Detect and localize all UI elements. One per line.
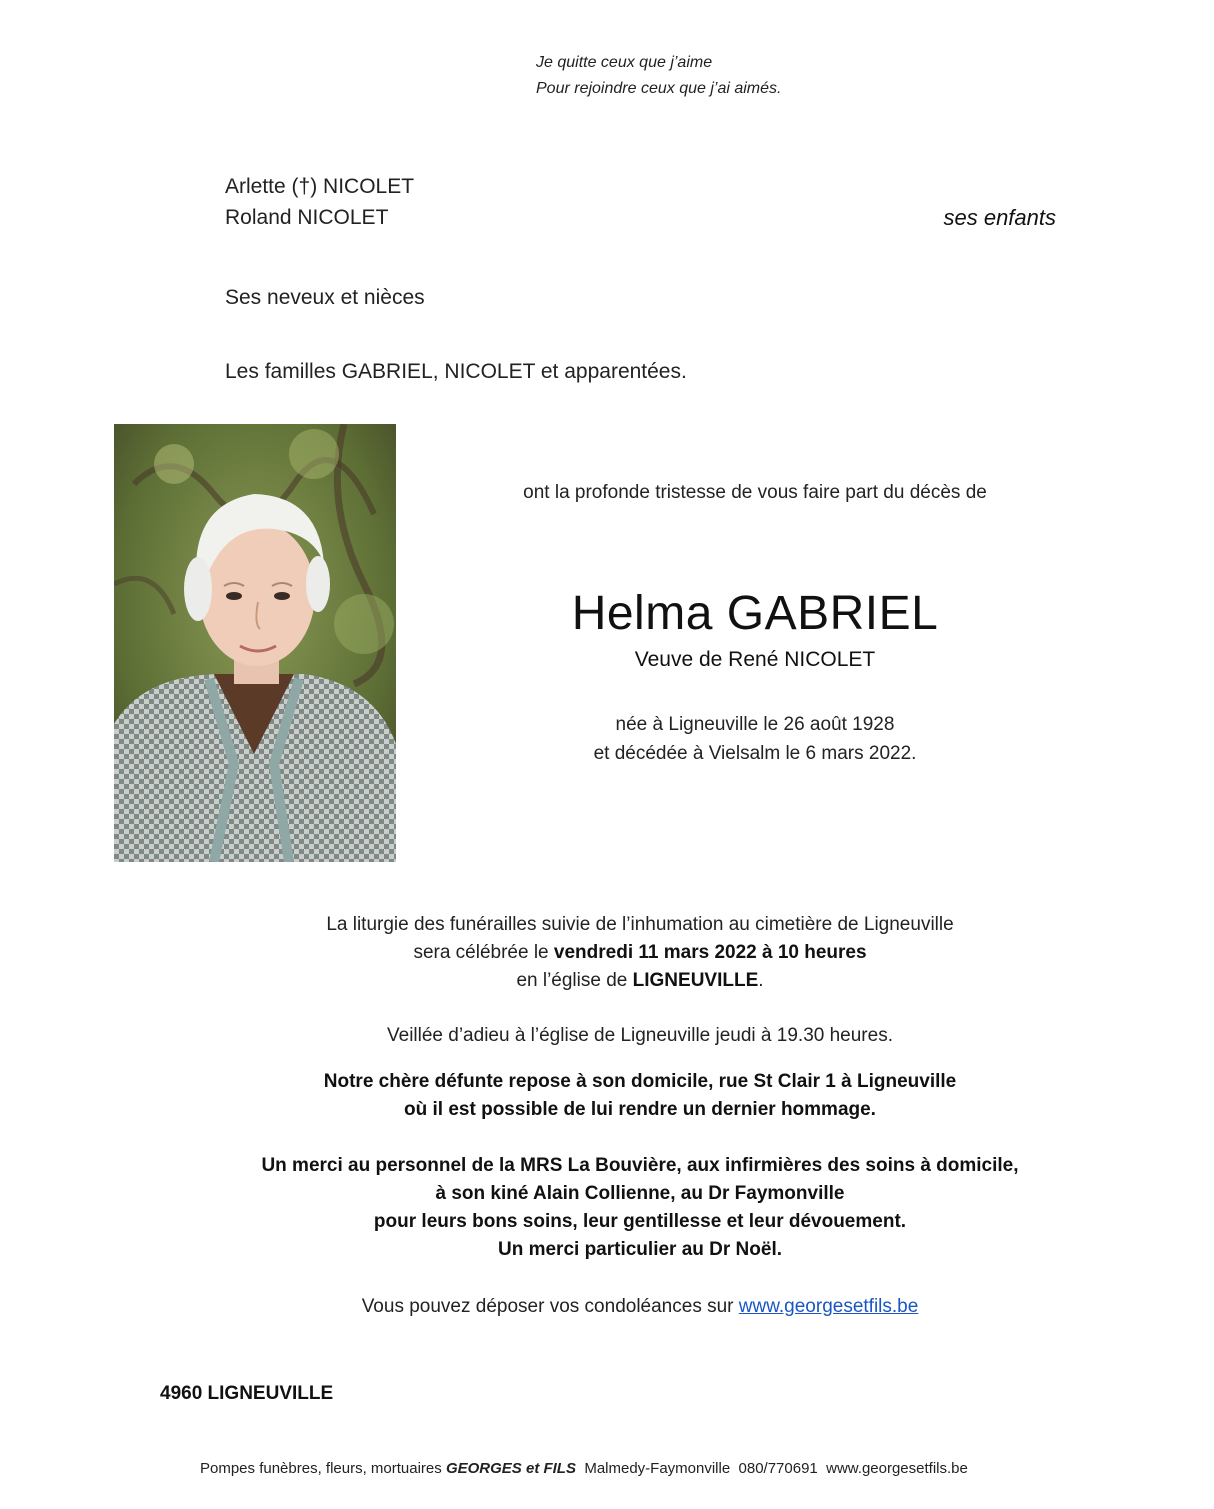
vigil: Veillée d’adieu à l’église de Ligneuville jeudi à 19.30 heures. bbox=[387, 1025, 893, 1046]
family-child-2: Roland NICOLET bbox=[225, 206, 389, 229]
thanks-line-4: Un merci particulier au Dr Noël. bbox=[497, 1239, 783, 1260]
children-role: ses enfants bbox=[943, 205, 1056, 230]
footer bbox=[200, 1460, 968, 1477]
thanks-line-1: Un merci au personnel de la MRS La Bouvière, aux infirmières des soins à domicile, bbox=[261, 1155, 1019, 1176]
thanks-line-2: à son kiné Alain Collienne, au Dr Faymonville bbox=[435, 1183, 845, 1204]
condolences-link[interactable]: www.georgesetfils.be bbox=[738, 1296, 919, 1317]
ceremony-line-1: La liturgie des funérailles suivie de l’inhumation au cimetière de Ligneuville bbox=[326, 914, 954, 935]
family-relatives: Les familles GABRIEL, NICOLET et apparentées. bbox=[225, 360, 687, 383]
rest-line-2: où il est possible de lui rendre un dernier hommage. bbox=[404, 1099, 876, 1120]
ceremony-datetime: vendredi 11 mars 2022 à 10 heures bbox=[553, 942, 867, 963]
thanks-notice bbox=[160, 1152, 1120, 1264]
ceremony-line-3-suffix: . bbox=[758, 970, 764, 991]
address: 4960 LIGNEUVILLE bbox=[160, 1383, 334, 1404]
portrait-photo bbox=[114, 424, 396, 862]
portrait-photo-icon bbox=[114, 424, 396, 862]
birth-line: née à Ligneuville le 26 août 1928 bbox=[615, 714, 895, 735]
announcement: ont la profonde tristesse de vous faire part du décès de bbox=[523, 482, 987, 503]
ceremony-line-3-prefix: en l’église de bbox=[516, 970, 633, 991]
rest-notice bbox=[160, 1068, 1120, 1124]
death-line: et décédée à Vielsalm le 6 mars 2022. bbox=[593, 743, 917, 764]
ceremony-line-2-prefix: sera célébrée le bbox=[413, 942, 554, 963]
rest-line-1: Notre chère défunte repose à son domicile, rue St Clair 1 à Ligneuville bbox=[323, 1071, 957, 1092]
deceased-name: Helma GABRIEL bbox=[571, 587, 939, 640]
family-child-1: Arlette (†) NICOLET bbox=[225, 175, 415, 198]
ceremony-line-3 bbox=[160, 967, 1120, 995]
poem-line-1: Je quitte ceux que j’aime bbox=[536, 54, 713, 71]
ceremony-details bbox=[160, 911, 1120, 995]
footer-suffix: Malmedy-Faymonville 080/770691 www.georgesetfils.be bbox=[575, 1460, 968, 1477]
birth-death-dates bbox=[460, 710, 1050, 768]
poem-line-2: Pour rejoindre ceux que j’ai aimés. bbox=[536, 80, 782, 97]
footer-firm: GEORGES et FILS bbox=[445, 1460, 576, 1477]
ceremony-line-2 bbox=[160, 939, 1120, 967]
condolences bbox=[160, 1296, 1120, 1318]
thanks-line-3: pour leurs bons soins, leur gentillesse et leur dévouement. bbox=[373, 1211, 907, 1232]
condolences-text: Vous pouvez déposer vos condoléances sur bbox=[361, 1296, 739, 1317]
family-nephews: Ses neveux et nièces bbox=[225, 286, 425, 309]
footer-prefix: Pompes funèbres, fleurs, mortuaires bbox=[200, 1460, 446, 1477]
ceremony-place: LIGNEUVILLE bbox=[632, 970, 759, 991]
poem bbox=[536, 50, 781, 102]
widow-of: Veuve de René NICOLET bbox=[634, 648, 876, 671]
